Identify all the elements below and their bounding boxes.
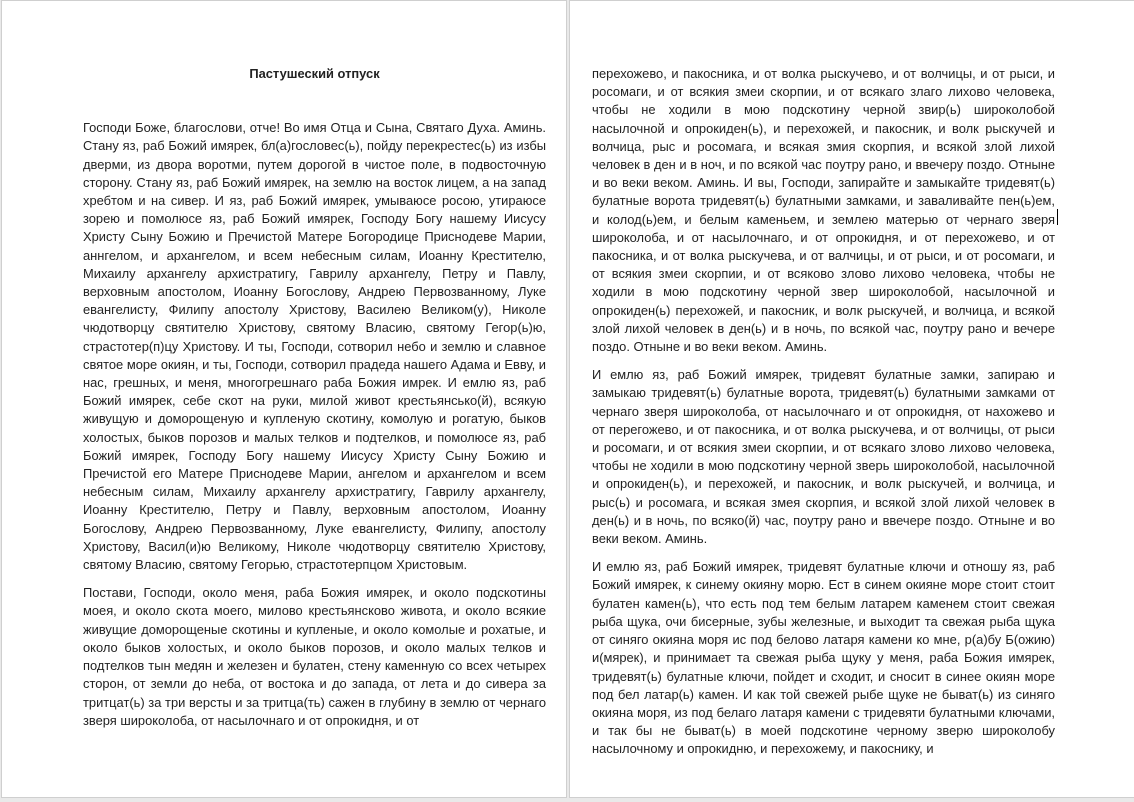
- document-page-left: [1, 0, 567, 798]
- document-page-right: [569, 0, 1134, 798]
- paragraph: перехожево, и пакосника, и от волка рыскучево, и от волчицы, и от рыси, и росомаги, и от всякия змеи скорпии, и от всякаго злаго лихово человека, чтобы не ходили в мою подскотину черной звир(ь) широколобой насылочной и опрокиден(ь), и перехожей, и пакосник, и волк рыскучей и волчица, рыс и росомага, и всякая змия скорпия, и всякой злой лихой человек в ден и в ноч, и по всякой час поутру рано, и ввечеру поздо. Отныне и во веки веком. Аминь. И вы, Господи, запирайте и замыкайте тридевят(ь) булатные ворота тридевят(ь) булатными замками, и заваливайте пен(ь)ем, и колод(ь)ем, и белым каменьем, и землею матерью от чернаго зверя широколоба, и от насылочнаго, и от опрокидня, и от перехожево, и от пакосника, и от волка рыскучева, и от валчицы, и от рыси, и от росомаги, и от всякия змеи скорпии, и от всяково злово лихово человека, чтобы не ходили в мою подскотину черной звер широколобой, насылочной и опрокиден(ь) перехожей, и пакосник, и волк рыскучей, и волчица, и всякой злой лихой человек в ден(ь) и в ночь, по всякой час, поутру рано и вечере поздо. Отныне и во веки веком. Аминь.: [592, 66, 1055, 355]
- paragraph: И емлю яз, раб Божий имярек, тридевят булатные замки, запираю и замыкаю тридевят(ь) булатные ворота, тридевят(ь) булатными замками от чернаго зверя широколоба, от насылочнаго и от опрокидня, от нахожево и от перегожево, и от пакосника, и от волка рыскучева, и от волчицы, от рыси и росомаги, и от всякия змеи скорпии, и от всякаго злово лихово человека, чтобы не ходили в мою подскотину черной зверь широколобой, насылочной и опрокиден(ь), и перехожей, и пакосник, и волк рыскучей, и волчица, и рыс(ь) и росомага, и всякая змея скорпия, и всякой злой лихой человек в ден(ь) и в ночь, по всяко(й) час, поутру рано и ввечере поздо. Отныне и во веки веком. Аминь.: [592, 367, 1055, 547]
- paragraph: И емлю яз, раб Божий имярек, тридевят булатные ключи и отношу яз, раб Божий имярек, к синему окияну морю. Ест в синем окияне море стоит стоит булатен камен(ь), что есть под тем белым латарем каменем стоит свежая рыба щука, очи бисерные, зубы железные, и выходит та свежая рыба щука от синяго окияна моря ис под белово латаря камени ко мне, р(а)бу Б(ожию) и(мярек), и принимает та свежая рыба щуку у меня, раба Божия имярек, тридевят(ь) булатные ключи, пойдет и сходит, и сносит в синее окиян море под бел латар(ь) камен. И как той свежей рыбе щуке не быват(ь) из синяго окияна моря, из под белаго латаря камени с тридевяти булатными ключами, и так бы не быват(ь) в моей подскотине черному зверю широколобу насылочному и опрокидню, и перехожему, и пакоснику, и: [592, 559, 1055, 757]
- paragraph: Постави, Господи, около меня, раба Божия имярек, и около подскотины моея, и около скота моего, милово крестьянсково живота, и около всякие живущие доморощеные скотины и купленые, и около комолые и рохатые, и около быков холостых, и около быков порозов, и около малых телков и подтелков тын медян и железен и булатен, стену каменную со всех четырех сторон, от земли до неба, от востока и до запада, от лета и до сивера за тритцат(ь) за три версты и за тритца(ть) сажен в глубину в землю от чернаго зверя широколоба, от насылочнаго и от опрокидня, и от: [83, 585, 546, 728]
- text-cursor: [1057, 209, 1058, 225]
- page-content: [592, 65, 1055, 769]
- paragraph: Господи Боже, благослови, отче! Во имя Отца и Сына, Святаго Духа. Аминь. Стану яз, раб Божий имярек, бл(а)гословес(ь), пойду перекрестес(ь) из избы дверми, из двора воротми, путем дорогой в чистое поле, в подвосточную сторону. Стану яз, раб Божий имярек, на землю на восток лицем, а на запад хребтом и на сивер. И яз, раб Божий имярек, умываюсе росою, утираюсе зорею и помолюсе яз, раб Божий имярек, Господу Богу нашему Иисусу Христу Сыну Божию и Пречистой Матере Богородице Приснодеве Марии, аннгелом, и архангелом, и всем небесным силам, Иоанну Крестителю, Михаилу архангелу архистратигу, Гаврилу архангелу, Петру и Павлу, верховным апостолом, Иоанну Богослову, Андрею Первозванному, Луке евангелисту, Филипу апостолу Христову, Василею Великом(у), Николе чюдотворцу святителю Христову, святому Власию, святому Гегор(ь)ю, страстотер(п)цу Христову. И ты, Господи, сотворил небо и землю и славное святое море окиян, и ты, Господи, сотворил прадеда нашего Адама и Евву, и нас, грешных, и меня, многогрешнаго раба Божия имрек. И емлю яз, раб Божий имярек, себе скот на руки, милой живот крестьянсько(й), всякую живущую и доморощеную и купленую скотину, комолую и рогатую, быков холостых, быков порозов и малых телков и подтелков, и помолюсе яз, раб Божий имярек, Господу Богу нашему Иисусу Христу Сыну Божию и Пречистой его Матере Приснодеве Марии, ангелом и архангелом и всем небесным силам, Михаилу архангелу архистратигу, Гаврилу архангелу, Иоанну Крестителю, Петру и Павлу, верховным апостолом, Иоанну Богослову, Андрею Первозванному, Луке евангелисту, Филипу, апостолу Христову, Васил(и)ю Великому, Николе чюдотворцу святителю Христову, святому Власию, святому Гегорью, страстотерпцом Христовым.: [83, 120, 546, 573]
- document-title: Пастушеский отпуск: [249, 66, 380, 81]
- page-content: [83, 65, 546, 740]
